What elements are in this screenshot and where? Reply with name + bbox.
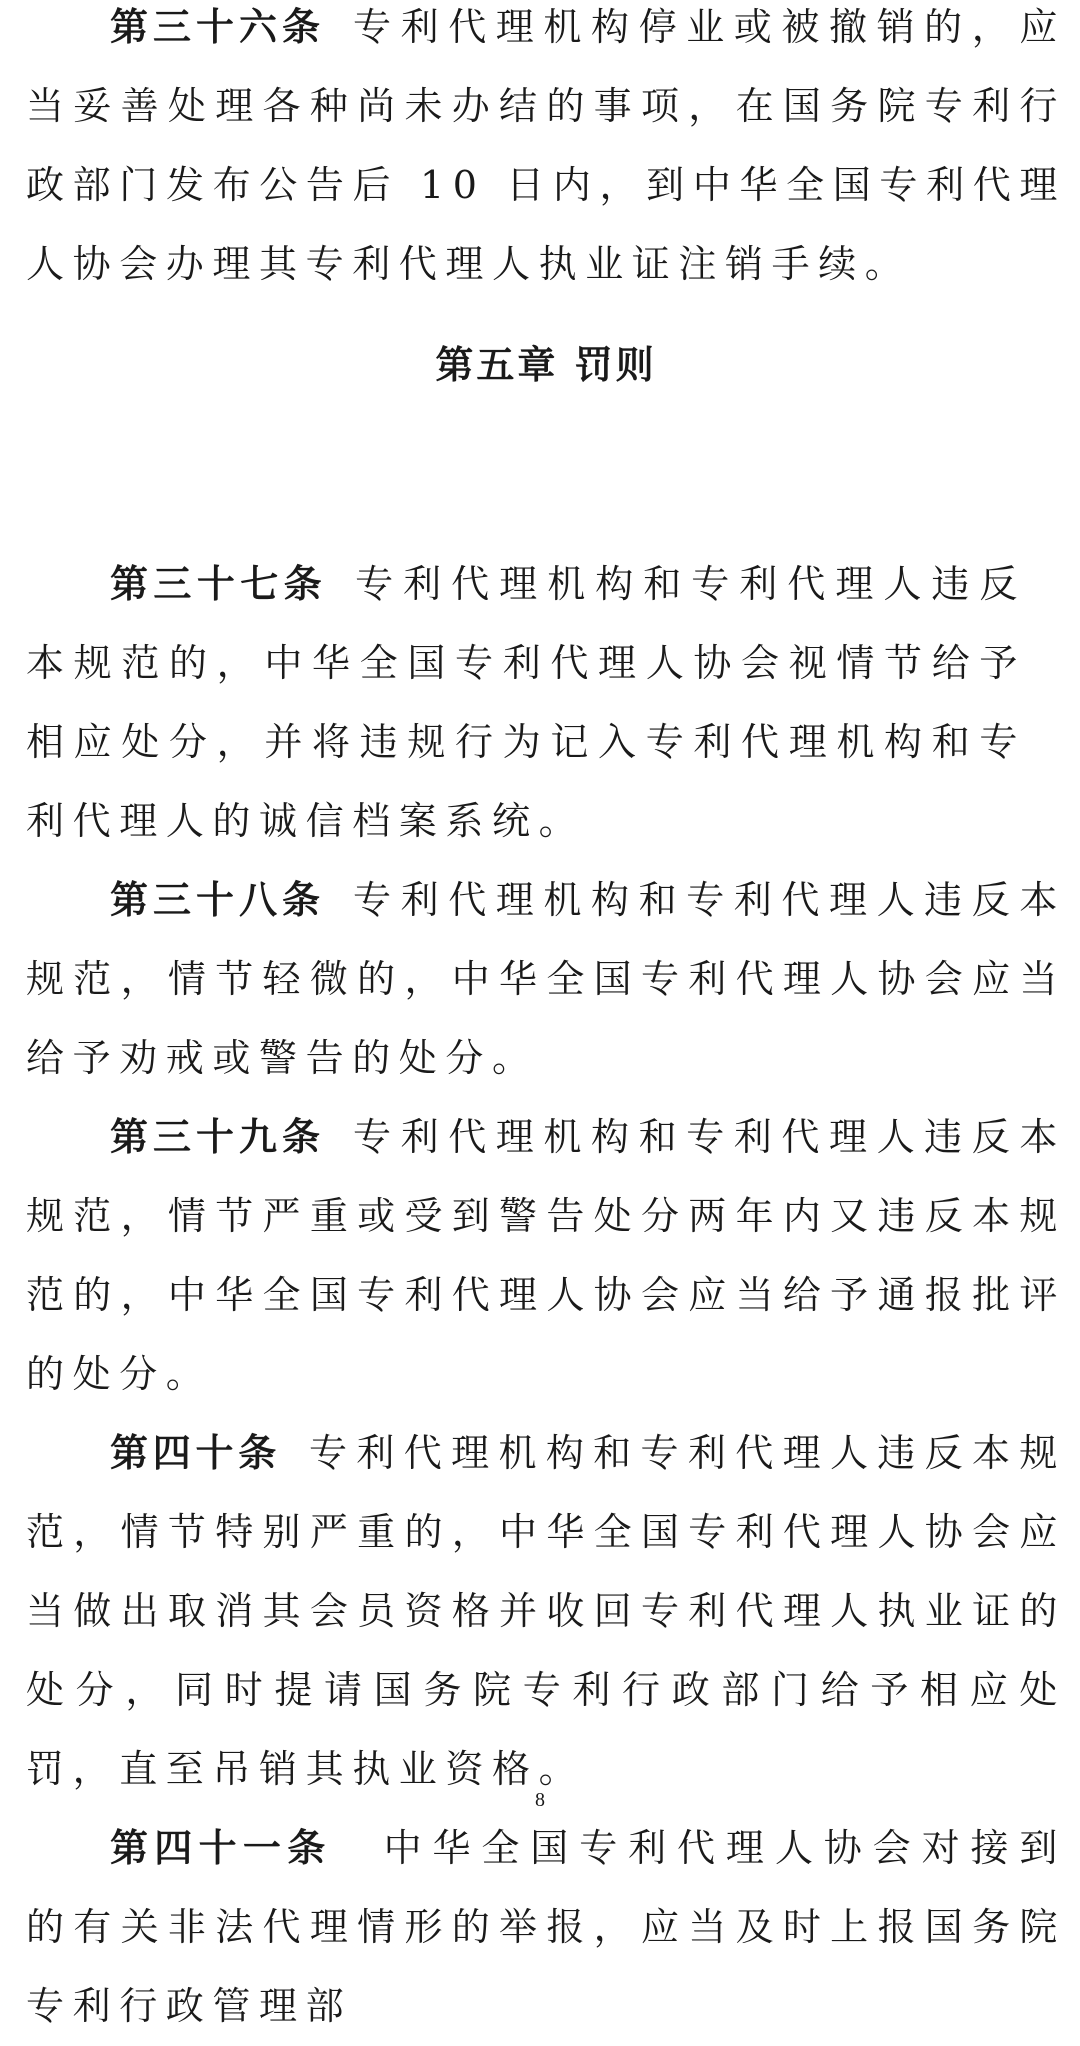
article-38-text: 专利代理机构和专利代理人违反本规范，情节轻微的，中华全国专利代理人协会应当给予劝戒或警告的处分。	[26, 878, 1066, 1080]
article-40-title: 第四十条	[110, 1431, 282, 1475]
article-39-text: 专利代理机构和专利代理人违反本规范，情节严重或受到警告处分两年内又违反本规范的，中华全国专利代理人协会应当给予通报批评的处分。	[26, 1115, 1066, 1396]
article-36	[26, 0, 1066, 304]
chapter-title: 第五章 罚则	[435, 343, 657, 387]
page-number: 8	[535, 1789, 545, 1811]
article-36-title: 第三十六条	[110, 5, 325, 49]
article-41	[26, 1809, 1066, 2046]
article-36-text: 专利代理机构停业或被撤销的，应当妥善处理各种尚未办结的事项，在国务院专利行政部门发布公告后 10 日内，到中华全国专利代理人协会办理其专利代理人执业证注销手续。	[26, 5, 1066, 286]
article-37	[26, 545, 1066, 861]
articles-list	[26, 545, 1066, 2046]
article-41-text: 中华全国专利代理人协会对接到的有关非法代理情形的举报，应当及时上报国务院专利行政管理部	[26, 1826, 1066, 2028]
article-37-title: 第三十七条	[110, 562, 328, 606]
article-41-title: 第四十一条	[110, 1826, 332, 1870]
article-37-text: 专利代理机构和专利代理人违反本规范的，中华全国专利代理人协会视情节给予相应处分，并将违规行为记入专利代理机构和专利代理人的诚信档案系统。	[26, 562, 1026, 843]
article-40	[26, 1414, 1066, 1809]
article-38-title: 第三十八条	[110, 878, 325, 922]
article-40-text: 专利代理机构和专利代理人违反本规范，情节特别严重的，中华全国专利代理人协会应当做出取消其会员资格并收回专利代理人执业证的处分，同时提请国务院专利行政部门给予相应处罚，直至吊销其执业资格。	[26, 1431, 1066, 1791]
article-39-title: 第三十九条	[110, 1115, 325, 1159]
article-38	[26, 861, 1066, 1098]
article-39	[26, 1098, 1066, 1414]
